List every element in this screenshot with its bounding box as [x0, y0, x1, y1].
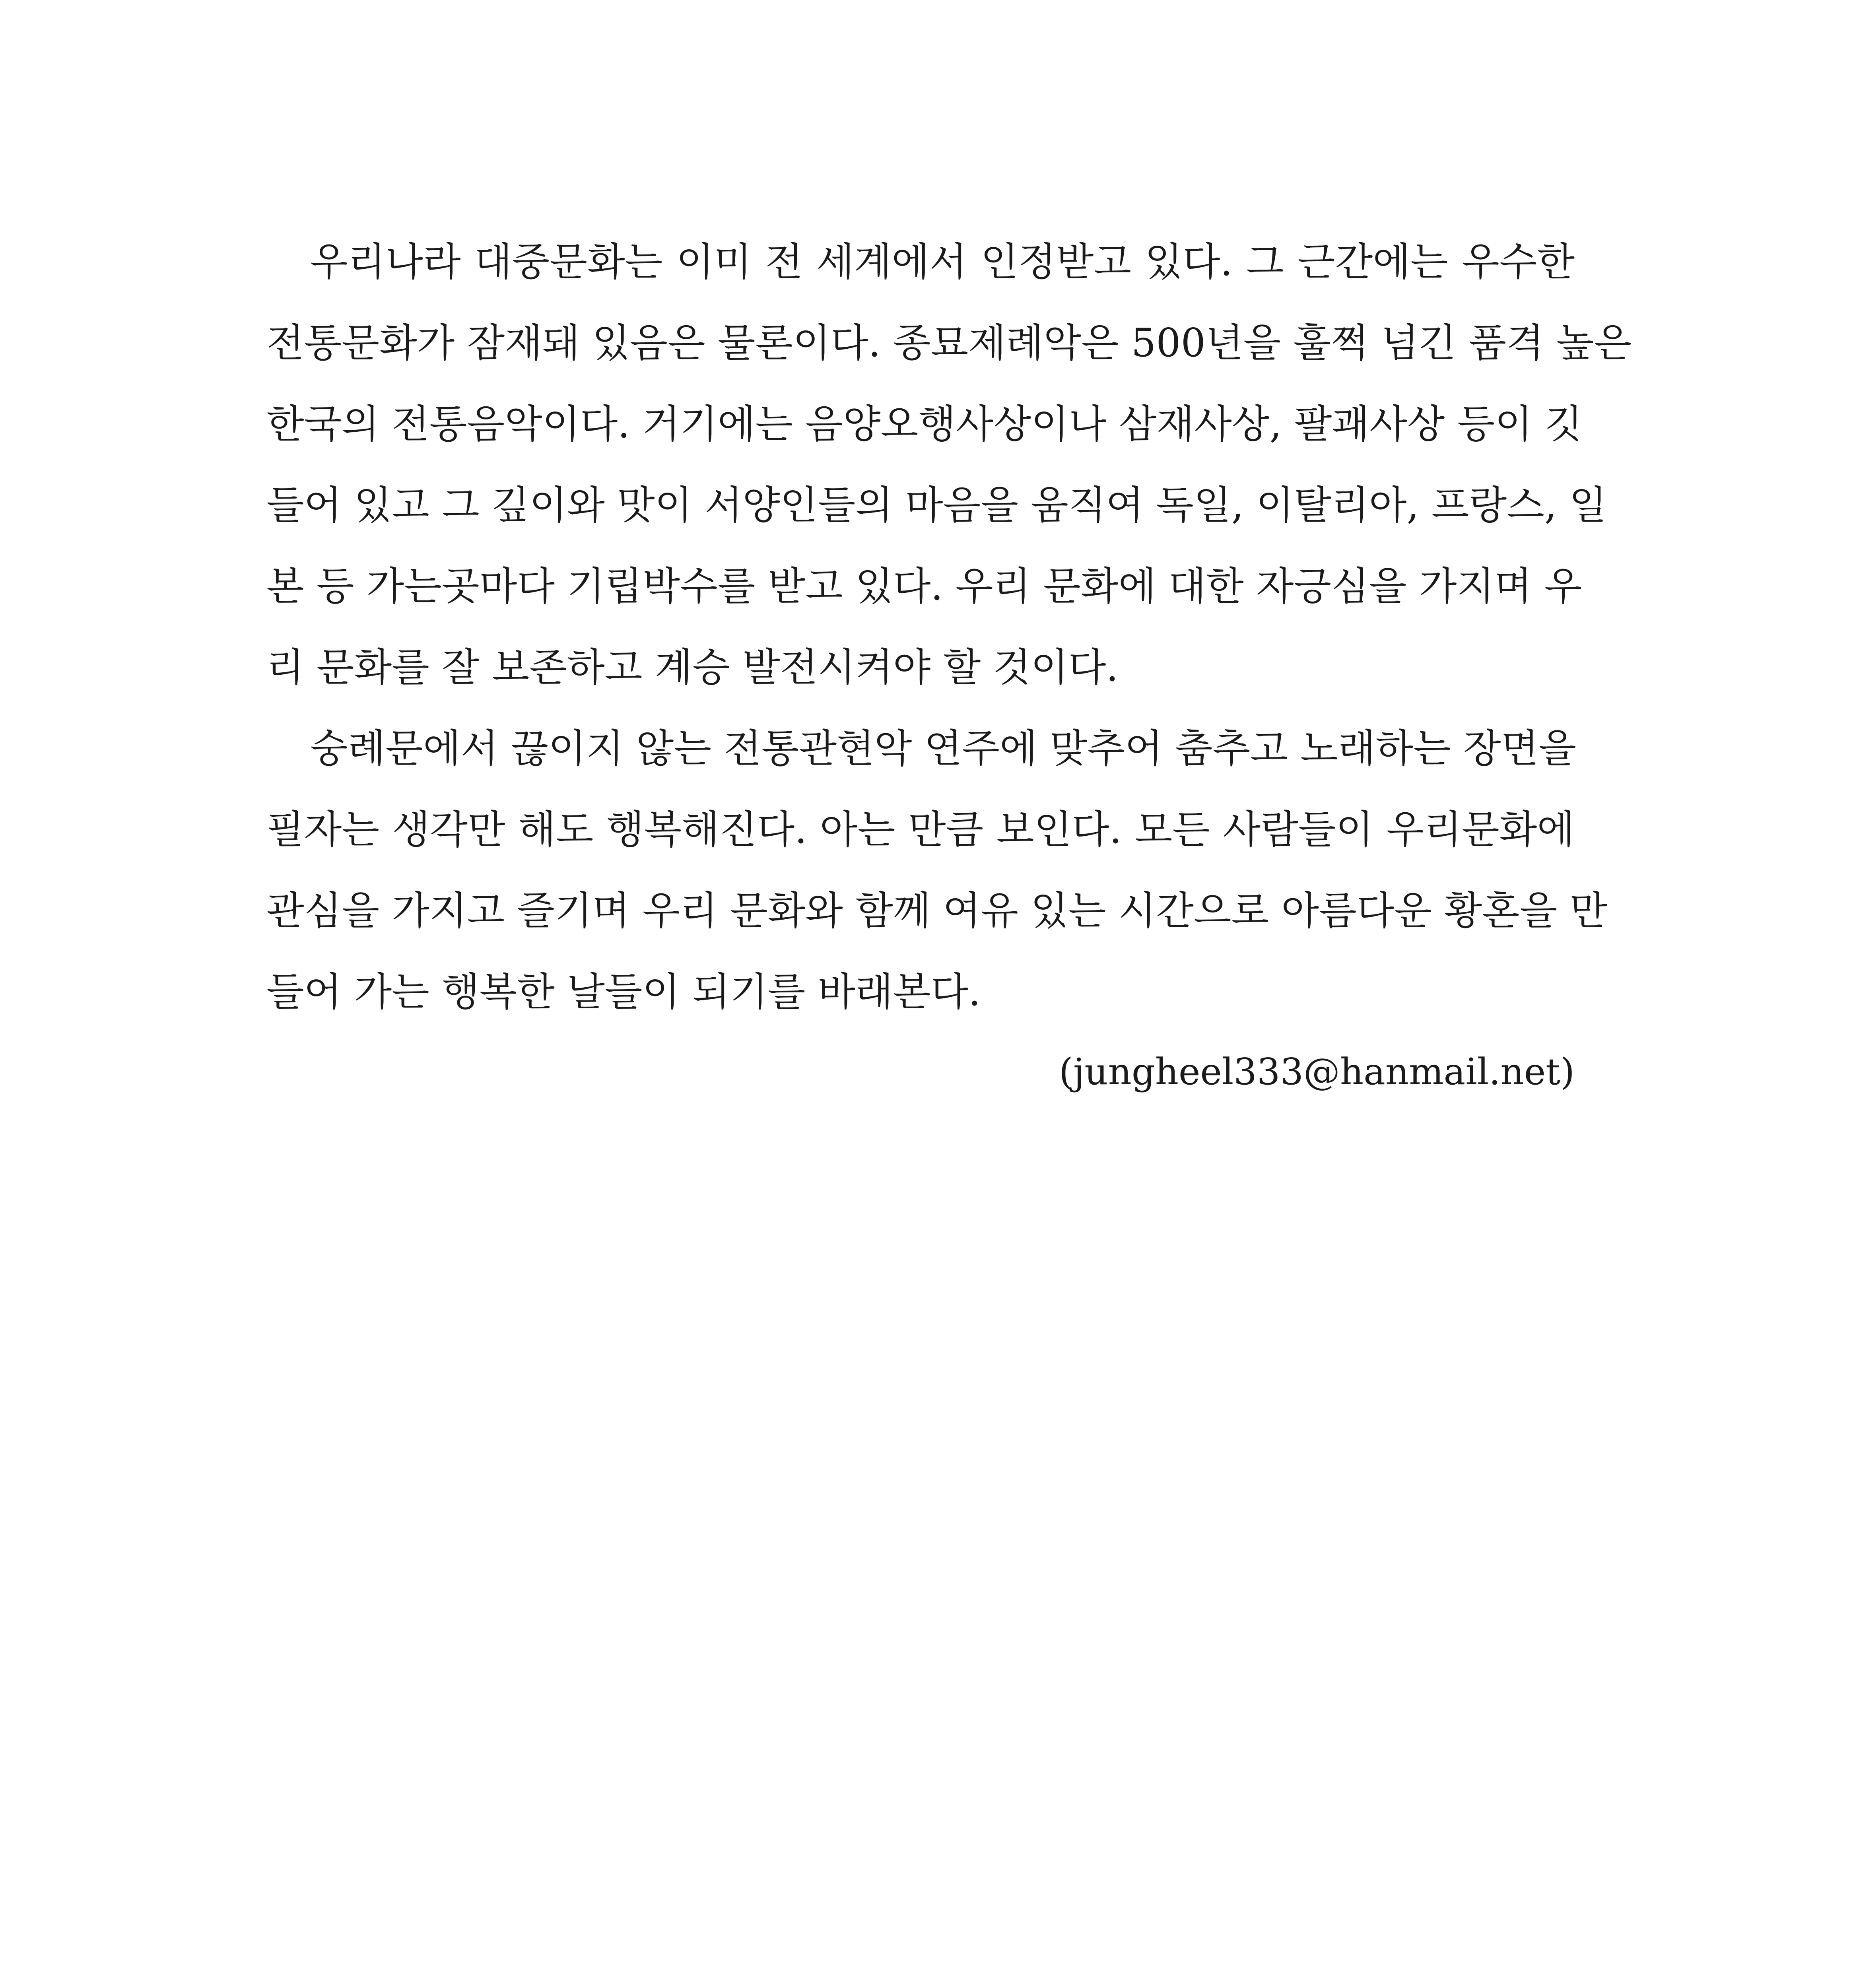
paragraph-1-line-2: 전통문화가 잠재돼 있음은 물론이다. 종묘제례악은 500년을 훌쩍 넘긴 품격 높은 — [266, 320, 1632, 366]
paragraph-1-line-1: 우리나라 대중문화는 이미 전 세계에서 인정받고 있다. 그 근간에는 우수한 — [310, 239, 1575, 285]
paragraph-1-line-6: 리 문화를 잘 보존하고 계승 발전시켜야 할 것이다. — [266, 645, 1119, 690]
paragraph-2-line-3: 관심을 가지고 즐기며 우리 문화와 함께 여유 있는 시간으로 아름다운 황혼을 만 — [266, 888, 1608, 934]
paragraph-1-line-5: 본 등 가는곳마다 기립박수를 받고 있다. 우리 문화에 대한 자긍심을 가지며 우 — [266, 564, 1582, 609]
paragraph-1 — [266, 239, 1632, 729]
paragraph-2-line-4: 들어 가는 행복한 날들이 되기를 바래본다. — [266, 969, 981, 1015]
paragraph-2-line-1: 숭례문에서 끊이지 않는 전통관현악 연주에 맞추어 춤추고 노래하는 장면을 — [310, 726, 1576, 771]
paragraph-2 — [266, 726, 1608, 1054]
paragraph-2-line-2: 필자는 생각만 해도 행복해진다. 아는 만큼 보인다. 모든 사람들이 우리문화에 — [266, 807, 1575, 852]
paragraph-1-line-3: 한국의 전통음악이다. 거기에는 음양오행사상이나 삼재사상, 팔괘사상 등이 깃 — [266, 402, 1583, 447]
essay-body — [266, 239, 1632, 1135]
paragraph-1-line-4: 들어 있고 그 깊이와 맛이 서양인들의 마음을 움직여 독일, 이탈리아, 프랑스, 일 — [266, 483, 1607, 528]
author-email: (jungheel333@hanmail.net) — [1059, 1050, 1575, 1093]
